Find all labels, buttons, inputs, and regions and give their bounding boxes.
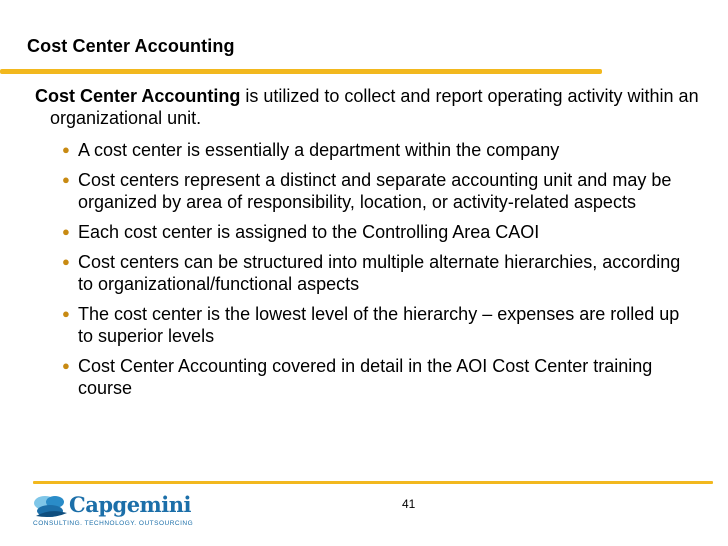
bullet-text: The cost center is the lowest level of the hierarchy – expenses are rolled up to superior levels xyxy=(78,304,680,346)
capgemini-logo xyxy=(33,492,194,530)
intro-lead: Cost Center Accounting xyxy=(35,86,241,106)
title-divider xyxy=(0,69,602,74)
logo-tagline: CONSULTING. TECHNOLOGY. OUTSOURCING xyxy=(33,520,194,527)
bullet-item xyxy=(62,139,715,161)
bullet-icon: ● xyxy=(62,358,70,373)
bullet-text: A cost center is essentially a department within the company xyxy=(78,140,560,160)
bullet-text: Cost centers represent a distinct and separate accounting unit and may be organized by area of responsibility, location, or activity-related aspects xyxy=(78,170,672,212)
slide-body xyxy=(35,85,715,407)
page-number: 41 xyxy=(402,497,416,511)
bullet-item xyxy=(62,169,715,213)
spade-icon xyxy=(33,492,71,522)
bullet-item xyxy=(62,251,715,295)
bullet-icon: ● xyxy=(62,224,70,239)
bullet-text: Cost Center Accounting covered in detail in the AOI Cost Center training course xyxy=(78,356,653,398)
intro-text: is utilized to collect and report operating activity within an organizational unit. xyxy=(50,86,699,128)
bullet-item xyxy=(62,221,715,243)
intro-paragraph xyxy=(35,85,715,129)
logo-wordmark: Capgemini xyxy=(69,492,191,517)
bullet-icon: ● xyxy=(62,172,70,187)
footer-divider xyxy=(33,481,713,484)
bullet-icon: ● xyxy=(62,142,70,157)
bullet-icon: ● xyxy=(62,306,70,321)
bullet-list xyxy=(35,139,715,399)
bullet-text: Cost centers can be structured into multiple alternate hierarchies, according to organizational/functional aspects xyxy=(78,252,681,294)
bullet-icon: ● xyxy=(62,254,70,269)
bullet-item xyxy=(62,355,715,399)
slide-title: Cost Center Accounting xyxy=(27,36,235,56)
bullet-text: Each cost center is assigned to the Controlling Area CAOI xyxy=(78,222,540,242)
bullet-item xyxy=(62,303,715,347)
